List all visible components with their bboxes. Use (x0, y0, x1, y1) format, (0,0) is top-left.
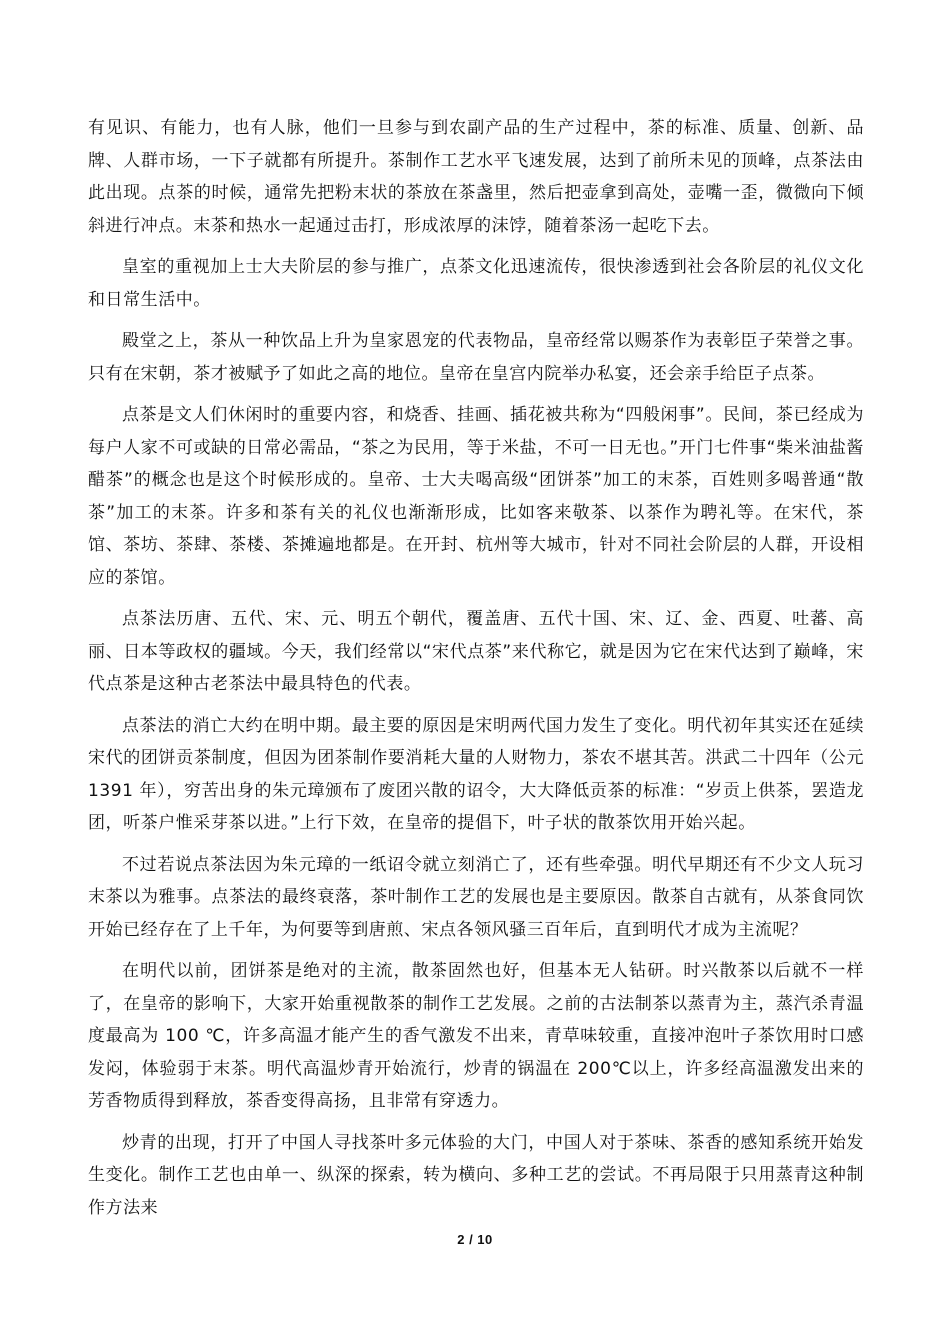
page-number: 2 / 10 (457, 1232, 493, 1247)
paragraph-4: 点茶是文人们休闲时的重要内容，和烧香、挂画、插花被共称为“四般闲事”。民间，茶已经成为每户人家不可或缺的日常必需品，“茶之为民用，等于米盐，不可一日无也。”开门七件事“柴米油盐酱醋茶”的概念也是这个时候形成的。皇帝、士大夫喝高级“团饼茶”加工的末茶，百姓则多喝普通“散茶”加工的末茶。许多和茶有关的礼仪也渐渐形成，比如客来敬茶、以茶作为聘礼等。在宋代，茶馆、茶坊、茶肆、茶楼、茶摊遍地都是。在开封、杭州等大城市，针对不同社会阶层的人群，开设相应的茶馆。 (88, 405, 864, 588)
paragraph-8: 在明代以前，团饼茶是绝对的主流，散茶固然也好，但基本无人钻研。时兴散茶以后就不一样了，在皇帝的影响下，大家开始重视散茶的制作工艺发展。之前的古法制茶以蒸青为主，蒸汽杀青温度最高为 100 ℃，许多高温才能产生的香气激发不出来，青草味较重，直接冲泡叶子茶饮用时口感发闷，体验弱于末茶。明代高温炒青开始流行，炒青的锅温在 200℃以上，许多经高温激发出来的芳香物质得到释放，茶香变得高扬，且非常有穿透力。 (88, 961, 864, 1111)
paragraph-3: 殿堂之上，茶从一种饮品上升为皇家恩宠的代表物品，皇帝经常以赐茶作为表彰臣子荣誉之事。只有在宋朝，茶才被赋予了如此之高的地位。皇帝在皇宫内院举办私宴，还会亲手给臣子点茶。 (88, 331, 864, 384)
paragraph-9: 炒青的出现，打开了中国人寻找茶叶多元体验的大门，中国人对于茶味、茶香的感知系统开始发生变化。制作工艺也由单一、纵深的探索，转为横向、多种工艺的尝试。不再局限于只用蒸青这种制作方法来 (88, 1132, 864, 1218)
paragraph-7: 不过若说点茶法因为朱元璋的一纸诏令就立刻消亡了，还有些牵强。明代早期还有不少文人玩习末茶以为雅事。点茶法的最终衰落，茶叶制作工艺的发展也是主要原因。散茶自古就有，从茶食同饮开始已经存在了上千年，为何要等到唐煎、宋点各领风骚三百年后，直到明代才成为主流呢？ (88, 854, 864, 940)
document-body (88, 112, 864, 1233)
paragraph-6: 点茶法的消亡大约在明中期。最主要的原因是宋明两代国力发生了变化。明代初年其实还在延续宋代的团饼贡茶制度，但因为团茶制作要消耗大量的人财物力，茶农不堪其苦。洪武二十四年（公元 1391 年），穷苦出身的朱元璋颁布了废团兴散的诏令，大大降低贡茶的标准：“岁贡上供茶，罢造龙团，听茶户惟采芽茶以进。”上行下效，在皇帝的提倡下，叶子状的散茶饮用开始兴起。 (88, 715, 864, 833)
paragraph-5: 点茶法历唐、五代、宋、元、明五个朝代，覆盖唐、五代十国、宋、辽、金、西夏、吐蕃、高丽、日本等政权的疆域。今天，我们经常以“宋代点茶”来代称它，就是因为它在宋代达到了巅峰，宋代点茶是这种古老茶法中最具特色的代表。 (88, 609, 864, 694)
paragraph-1: 有见识、有能力，也有人脉，他们一旦参与到农副产品的生产过程中，茶的标准、质量、创新、品牌、人群市场，一下子就都有所提升。茶制作工艺水平飞速发展，达到了前所未见的顶峰，点茶法由此出现。点茶的时候，通常先把粉末状的茶放在茶盏里，然后把壶拿到高处，壶嘴一歪，微微向下倾斜进行冲点。末茶和热水一起通过击打，形成浓厚的沫饽，随着茶汤一起吃下去。 (88, 118, 864, 236)
paragraph-2: 皇室的重视加上士大夫阶层的参与推广，点茶文化迅速流传，很快渗透到社会各阶层的礼仪文化和日常生活中。 (88, 257, 864, 310)
